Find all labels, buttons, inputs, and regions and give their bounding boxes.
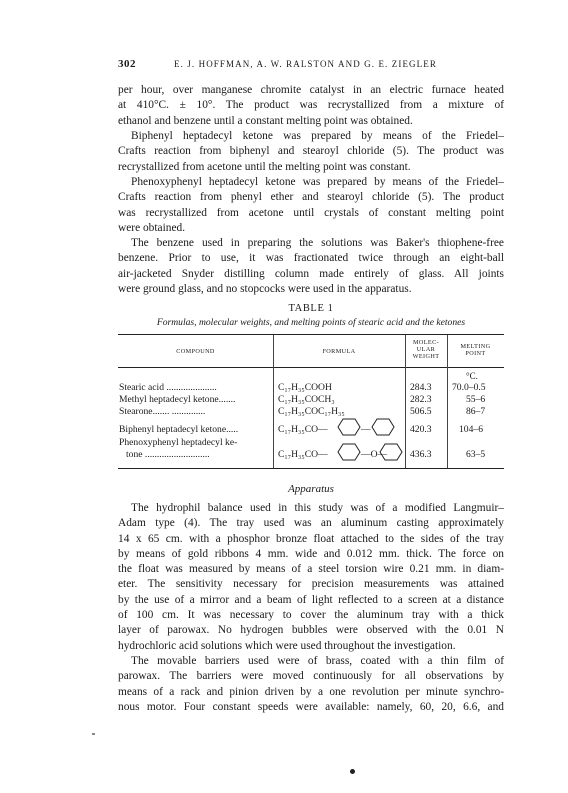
formula-linkage: — [361, 424, 371, 435]
scan-dot [350, 769, 355, 774]
paragraph-phenoxyphenyl-ketone [118, 175, 504, 236]
text-line: nous motor. Four constant speeds were available: namely, 60, 20, 6.6, and [118, 700, 504, 713]
table-cell-molecular-weight: 420.3 [410, 424, 432, 435]
text-line: 14 x 65 cm. with a phosphor bronze float attached to the sides of the tray [118, 532, 504, 545]
scan-mark [92, 733, 95, 735]
benzene-ring-icon [337, 418, 361, 436]
unit-label: °C. [466, 371, 478, 381]
text-line: Crafts reaction from biphenyl and stearoyl chloride (5). The product was [118, 145, 504, 158]
text-line: by means of gold ribbons 4 mm. wide and 0.012 mm. thick. The force on [118, 547, 504, 560]
benzene-ring-icon [337, 443, 361, 461]
table-cell-molecular-weight: 282.3 [410, 394, 432, 405]
section-heading: Apparatus [288, 483, 334, 495]
table-cell-melting-point: 86–7 [466, 406, 486, 417]
paragraph-hydrophil-balance [118, 501, 504, 654]
header-compound: COMPOUND [176, 348, 215, 355]
table-cell-compound: Methyl heptadecyl ketone....... [119, 394, 236, 405]
table-cell-melting-point: 104–6 [459, 424, 483, 435]
benzene-ring-icon [379, 443, 403, 461]
text-line: at 410°C. ± 10°. The product was recrystallized from a mixture of [118, 99, 504, 112]
text-line: The movable barriers used were of brass, coated with a thin film of [131, 655, 504, 667]
text-line: benzene. Prior to use, it was fractionated twice through an eight-ball [118, 252, 504, 265]
table-cell-compound: Phenoxyphenyl heptadecyl ke- [119, 437, 238, 448]
paragraph-biphenyl-ketone [118, 129, 504, 175]
table-cell-formula: C₁₇H₃₅CO— [278, 424, 328, 435]
text-line: The benzene used in preparing the solutions was Baker's thiophene-free [131, 237, 504, 249]
text-line: Biphenyl heptadecyl ketone was prepared by means of the Friedel– [131, 130, 504, 142]
table-cell-molecular-weight: 436.3 [410, 449, 432, 460]
table-cell-formula: C₁₇H₃₅CO— [278, 449, 328, 460]
text-line: per hour, over manganese chromite catalyst in an electric furnace heated [118, 84, 504, 96]
header-formula: FORMULA [322, 348, 356, 355]
header-molecular-weight [405, 339, 447, 360]
text-line: of 100 cm. It was necessary to cover the aluminum tray with a thick [118, 609, 504, 622]
text-line: layer of parowax. No hydrogen bubbles were observed with the 0.01 N [118, 624, 504, 637]
paragraph-catalyst [118, 83, 504, 129]
table-cell-molecular-weight: 284.3 [410, 382, 432, 393]
page-number: 302 [118, 58, 136, 70]
text-line: ethanol and benzene until a constant melting point was obtained. [118, 114, 413, 127]
table-cell-formula: C₁₇H₃₅COCH₃ [278, 394, 335, 405]
header-line: MELTING [460, 343, 491, 350]
running-header [118, 58, 448, 74]
table-cell-melting-point: 63–5 [466, 449, 486, 460]
text-line: was recrystallized from acetone until crystals of constant melting point [118, 206, 504, 219]
text-line: Phenoxyphenyl heptadecyl ketone was prepared by means of the Friedel– [131, 176, 504, 188]
table-cell-formula: C₁₇H₃₅COOH [278, 382, 332, 393]
text-line: The hydrophil balance used in this study was of a modified Langmuir– [131, 502, 504, 514]
table-cell-compound: Stearone....... .............. [119, 406, 206, 417]
table-cell-melting-point: 70.0–0.5 [452, 382, 486, 393]
table-title: TABLE 1 [288, 303, 334, 314]
table-cell-molecular-weight: 506.5 [410, 406, 432, 417]
table-cell-melting-point: 55–6 [466, 394, 486, 405]
text-line: eter. The sensitivity necessary for precision measurements was attained [118, 578, 504, 591]
text-line: were obtained. [118, 221, 186, 234]
text-line: means of a rack and pinion driven by a one revolution per minute synchro- [118, 685, 504, 698]
table-cell-compound: Stearic acid ..................... [119, 382, 217, 393]
running-header-authors: E. J. HOFFMAN, A. W. RALSTON AND G. E. ZIEGLER [174, 59, 437, 69]
header-line: POINT [465, 350, 486, 357]
table-caption: Formulas, molecular weights, and melting points of stearic acid and the ketones [156, 317, 466, 328]
formula-linkage: —O— [361, 449, 388, 460]
benzene-ring-icon [371, 418, 395, 436]
table-bottom-rule [118, 468, 504, 469]
text-line: Crafts reaction from phenyl ether and stearoyl chloride (5). The product [118, 191, 504, 204]
text-line: parowax. The barriers were moved continuously for all observations by [118, 670, 504, 683]
paragraph-movable-barriers [118, 654, 504, 715]
text-line: by the use of a mirror and a beam of light reflected to a screen at a distance [118, 593, 504, 606]
header-melting-point [447, 343, 504, 357]
header-line: WEIGHT [412, 353, 440, 360]
text-line: recrystallized from acetone until the melting point was constant. [118, 160, 411, 173]
table-cell-compound: Biphenyl heptadecyl ketone..... [119, 424, 239, 435]
header-line: MOLEC- [412, 339, 440, 346]
text-line: hydrochloric acid solutions which were used throughout the investigation. [118, 639, 456, 652]
table-cell-formula: C₁₇H₃₅COC₁₇H₃₅ [278, 406, 345, 417]
text-line: air-jacketed Snyder distilling column made entirely of glass. All joints [118, 267, 504, 280]
paragraph-benzene [118, 236, 504, 297]
text-line: were ground glass, and no stopcocks were used in the apparatus. [118, 282, 412, 295]
table-cell-compound-continued: tone ........................... [126, 449, 210, 460]
text-line: Adam type (4). The tray used was an aluminum casting approximately [118, 517, 504, 530]
header-line: ULAR [416, 346, 436, 353]
text-line: the float was measured by means of a steel torsion wire 0.21 mm. in diam- [118, 563, 504, 576]
